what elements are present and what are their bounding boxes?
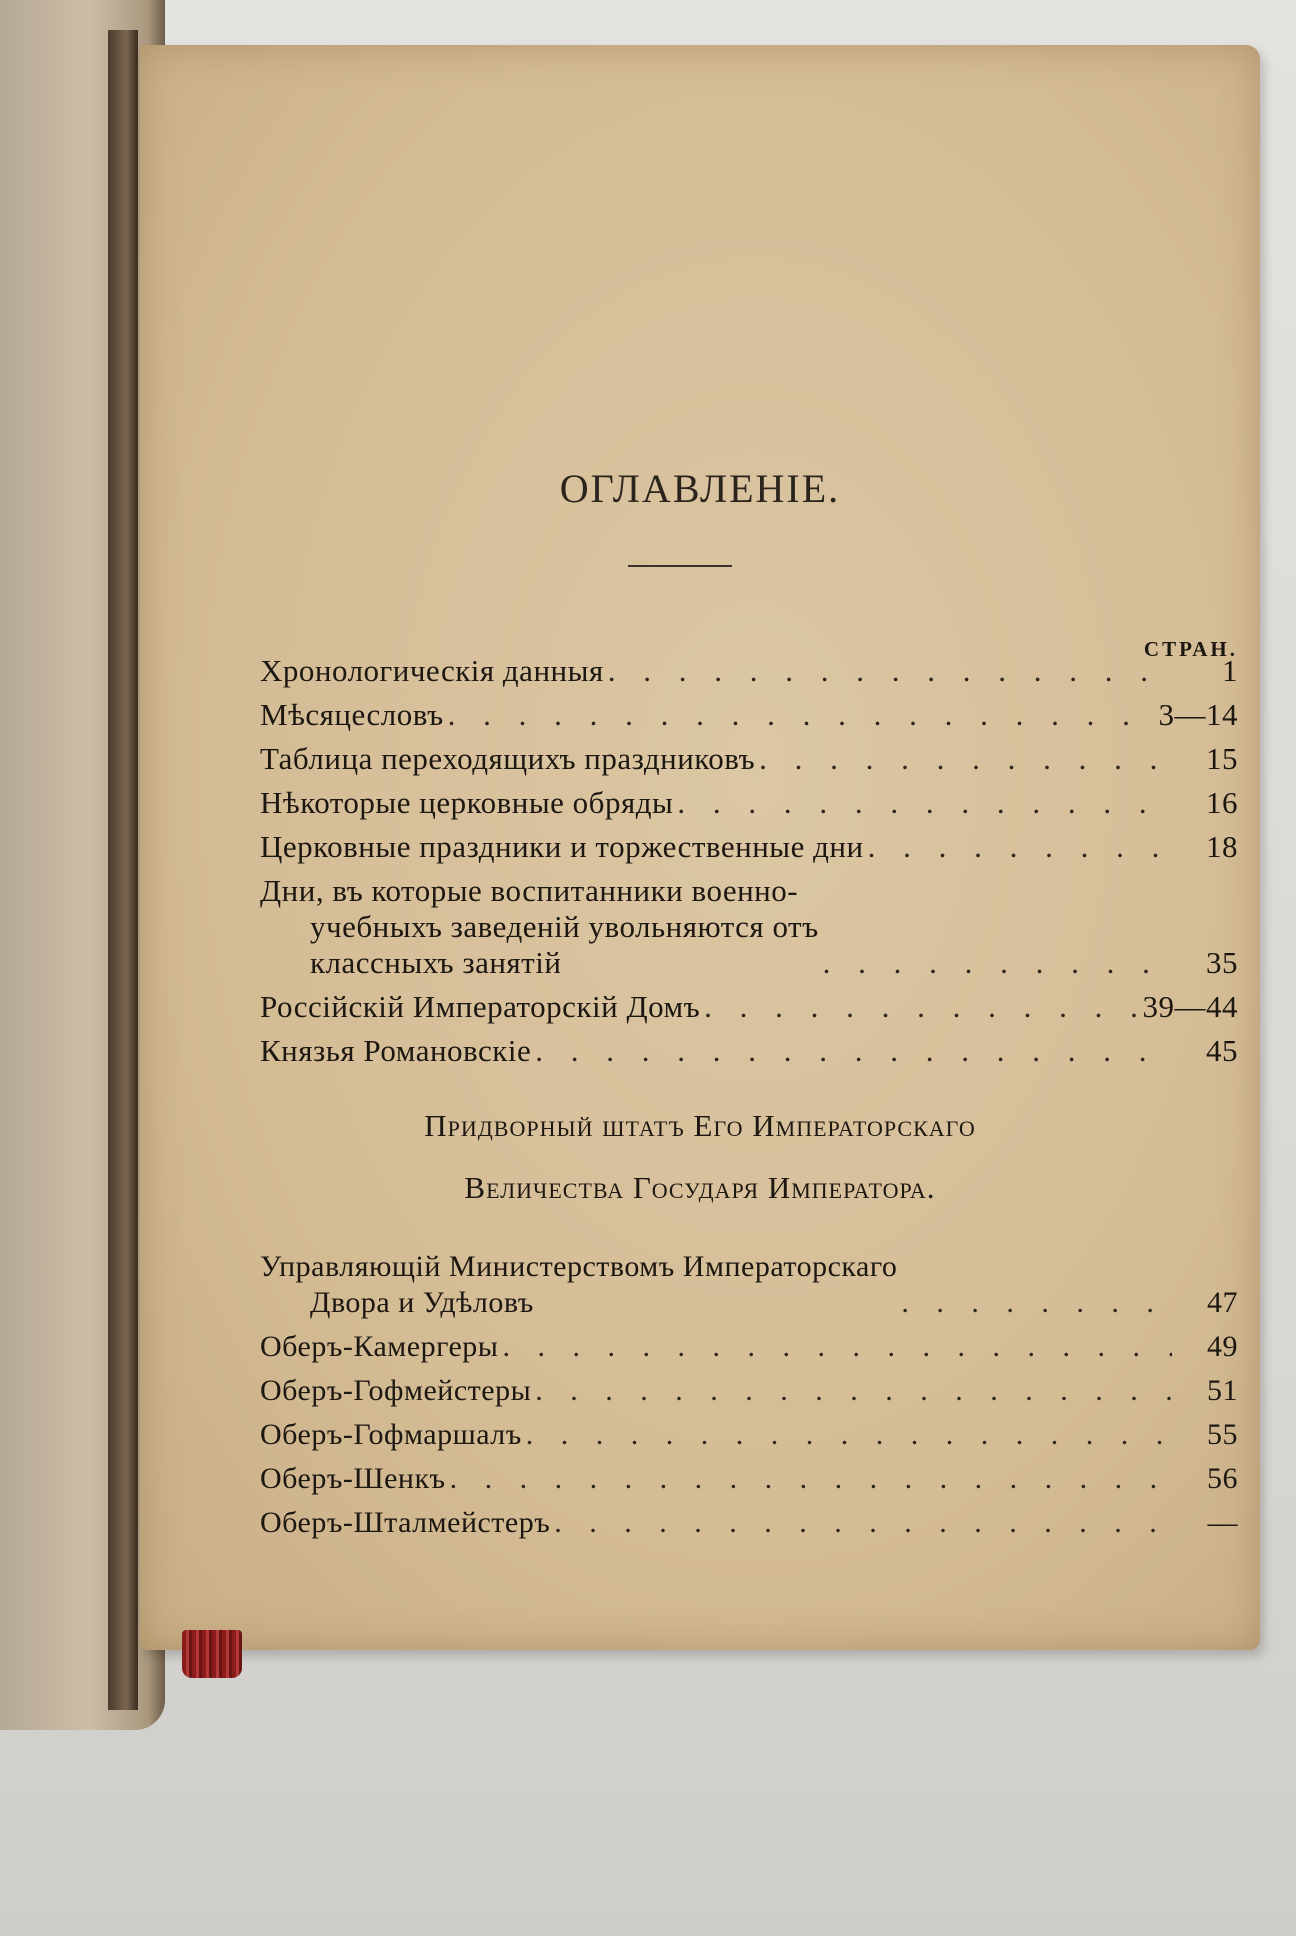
toc-entry-page: — <box>1207 1506 1238 1539</box>
toc-entry-page: 15 <box>1206 741 1238 776</box>
dot-leader <box>535 1033 1172 1069</box>
toc-entry-page: 1 <box>1222 653 1238 688</box>
toc-entry-page: 51 <box>1207 1374 1238 1407</box>
toc-entry-title: Оберъ-Шталмейстеръ <box>260 1506 551 1539</box>
toc-entry-line: Управляющій Министерствомъ Императорскаго <box>260 1250 898 1283</box>
toc-entry <box>260 1461 1238 1497</box>
section-title-line: Придворный штатъ Его Императорскаго <box>424 1108 976 1143</box>
dot-leader <box>677 785 1172 821</box>
toc-entry-page: 16 <box>1206 785 1238 820</box>
toc-entry-page: 3—14 <box>1158 697 1238 732</box>
dot-leader <box>526 1417 1172 1453</box>
dot-leader <box>704 989 1136 1025</box>
dot-leader <box>868 829 1172 865</box>
toc-entry-page: 35 <box>1206 945 1238 980</box>
bookmark-ribbon <box>182 1630 242 1678</box>
toc-entry <box>260 829 1238 865</box>
toc-entry-page: 39—44 <box>1142 989 1238 1024</box>
toc-entry-title: Оберъ-Гофмейстеры <box>260 1374 532 1407</box>
toc-entry-page: 18 <box>1206 829 1238 864</box>
book-spine <box>108 30 138 1710</box>
toc-entry-page: 47 <box>1207 1286 1238 1319</box>
toc-entry-page: 45 <box>1206 1033 1238 1068</box>
dot-leader <box>823 945 1172 981</box>
toc-section-1 <box>260 653 1238 1077</box>
dot-leader <box>450 1461 1172 1497</box>
toc-entry-title: Церковные праздники и торжественные дни <box>260 829 864 864</box>
toc-entry-line: Двора и Удѣловъ <box>310 1286 534 1319</box>
toc-entry-title: Таблица переходящихъ праздниковъ <box>260 741 756 776</box>
page-heading: ОГЛАВЛЕНІЕ. <box>559 466 841 511</box>
toc-entry-title: Нѣкоторые церковные обряды <box>260 785 674 820</box>
toc-entry <box>260 1417 1238 1453</box>
toc-entry <box>260 1373 1238 1409</box>
toc-entry <box>260 785 1238 821</box>
dot-leader <box>502 1329 1172 1365</box>
dot-leader <box>448 697 1153 733</box>
toc-entry-title: Князья Романовскіе <box>260 1033 532 1068</box>
toc-entry-multiline <box>260 873 1238 981</box>
toc-entry-page: 55 <box>1207 1418 1238 1451</box>
dot-leader <box>554 1505 1172 1541</box>
toc-entry-title: Мѣсяцесловъ <box>260 697 444 732</box>
heading-rule <box>628 565 732 567</box>
toc-entry <box>260 1505 1238 1541</box>
toc-entry-line: учебныхъ заведеній увольняются отъ <box>310 909 819 944</box>
toc-entry-title: Хронологическія данныя <box>260 653 604 688</box>
dot-leader <box>759 741 1172 777</box>
dot-leader <box>901 1285 1172 1321</box>
toc-entry-page: 56 <box>1207 1462 1238 1495</box>
dot-leader <box>608 653 1172 689</box>
toc-entry <box>260 697 1238 733</box>
dot-leader <box>535 1373 1172 1409</box>
toc-entry-page: 49 <box>1207 1330 1238 1363</box>
toc-entry <box>260 653 1238 689</box>
toc-entry-title: Оберъ-Камергеры <box>260 1330 499 1363</box>
toc-entry-title: Оберъ-Шенкъ <box>260 1462 446 1495</box>
toc-entry-line: Дни, въ которые воспитанники военно- <box>260 873 799 908</box>
toc-entry-title: Россійскій Императорскій Домъ <box>260 989 701 1024</box>
book-page <box>140 45 1260 1650</box>
toc-entry <box>260 989 1238 1025</box>
section-title <box>140 1095 1260 1219</box>
toc-entry-title: Оберъ-Гофмаршалъ <box>260 1418 522 1451</box>
toc-entry <box>260 1329 1238 1365</box>
toc-entry-multiline <box>260 1249 1238 1321</box>
section-title-line: Величества Государя Императора. <box>464 1170 936 1205</box>
toc-entry <box>260 741 1238 777</box>
page-column-header: СТРАН. <box>1143 637 1238 661</box>
toc-entry <box>260 1033 1238 1069</box>
toc-section-2 <box>260 1249 1238 1549</box>
toc-entry-line: классныхъ занятій <box>310 945 562 980</box>
